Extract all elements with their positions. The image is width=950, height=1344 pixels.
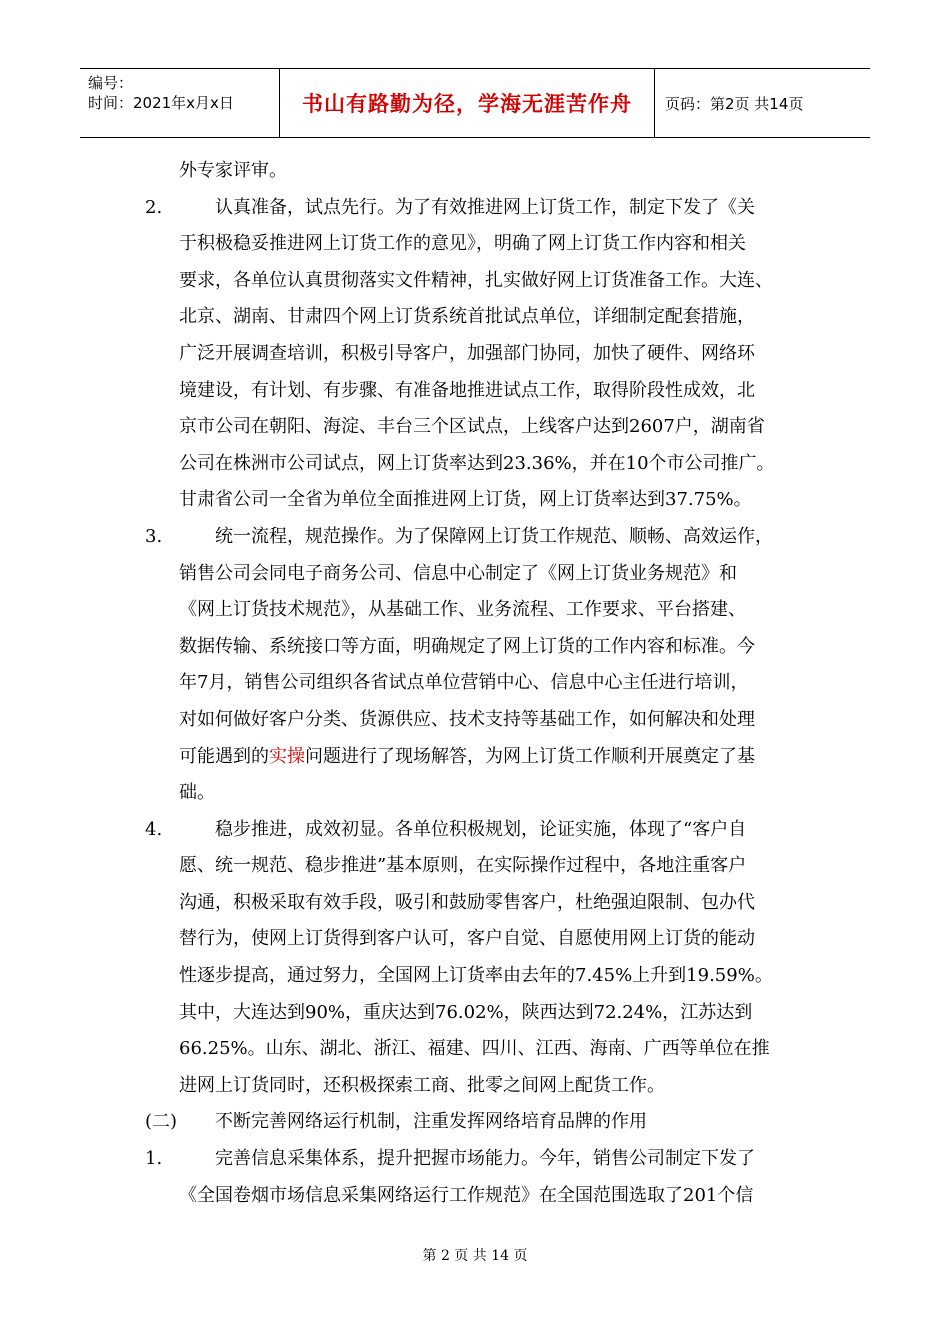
section-title: 不断完善网络运行机制，注重发挥网络培育品牌的作用	[215, 1111, 647, 1133]
page-header	[80, 68, 870, 138]
section-number: (二)	[145, 1111, 178, 1133]
list-number: 1.	[145, 1148, 163, 1170]
list-number: 3.	[145, 525, 163, 547]
text-line: 稳步推进，成效初显。各单位积极规划，论证实施，体现了“客户自	[215, 818, 747, 840]
text-line	[145, 739, 835, 776]
text-line: 础。	[179, 782, 215, 804]
list-item-2	[145, 190, 835, 227]
text-line: 认真准备，试点先行。为了有效推进网上订货工作，制定下发了《关	[215, 196, 755, 218]
text-line: 完善信息采集体系，提升把握市场能力。今年，销售公司制定下发了	[215, 1148, 755, 1170]
header-page-label: 页码：第2页 共14页	[665, 94, 804, 113]
text-fragment: 可能遇到的	[179, 745, 269, 767]
text-line: 对如何做好客户分类、货源供应、技术支持等基础工作，如何解决和处理	[179, 708, 755, 730]
page-footer: 第 2 页 共 14 页	[422, 1248, 528, 1264]
text-line: 66.25%。山东、湖北、浙江、福建、四川、江西、海南、广西等单位在推	[179, 1038, 770, 1060]
date-label: 时间：2021年x月x日	[88, 94, 234, 112]
code-label: 编号：	[88, 74, 134, 92]
header-motto: 书山有路勤为径，学海无涯苦作舟	[280, 69, 655, 137]
text-line: 北京、湖南、甘肃四个网上订货系统首批试点单位，详细制定配套措施，	[179, 306, 755, 328]
text-line: 统一流程，规范操作。为了保障网上订货工作规范、顺畅、高效运作，	[215, 525, 773, 547]
text-line: 要求，各单位认真贯彻落实文件精神，扎实做好网上订货准备工作。大连、	[179, 269, 773, 291]
list-item-1	[145, 1141, 835, 1178]
text-line: 外专家评审。	[179, 160, 287, 181]
text-line: 进网上订货同时，还积极探索工商、批零之间网上配货工作。	[179, 1074, 665, 1096]
section-heading	[145, 1104, 835, 1141]
text-line: 愿、统一规范、稳步推进”基本原则，在实际操作过程中，各地注重客户	[179, 855, 747, 877]
text-line: 销售公司会同电子商务公司、信息中心制定了《网上订货业务规范》和	[179, 562, 737, 584]
text-line: 京市公司在朝阳、海淀、丰台三个区试点，上线客户达到2607户，湖南省	[179, 416, 765, 438]
list-item-3	[145, 519, 835, 556]
highlighted-link[interactable]: 实操	[269, 745, 305, 767]
text-line: 《网上订货技术规范》，从基础工作、业务流程、工作要求、平台搭建、	[179, 599, 746, 621]
text-line: 甘肃省公司一全省为单位全面推进网上订货，网上订货率达到37.75%。	[179, 489, 752, 511]
header-meta	[80, 69, 280, 137]
text-line: 广泛开展调查培训，积极引导客户，加强部门协同，加快了硬件、网络环	[179, 342, 755, 364]
text-line: 性逐步提高，通过努力，全国网上订货率由去年的7.45%上升到19.59%。	[179, 965, 773, 987]
list-item-4	[145, 812, 835, 849]
text-line: 沟通，积极采取有效手段，吸引和鼓励零售客户，杜绝强迫限制、包办代	[179, 891, 755, 913]
list-number: 2.	[145, 196, 163, 218]
text-line: 年7月，销售公司组织各省试点单位营销中心、信息中心主任进行培训，	[179, 672, 749, 694]
list-number: 4.	[145, 818, 163, 840]
text-line: 公司在株洲市公司试点，网上订货率达到23.36%，并在10个市公司推广。	[179, 452, 775, 474]
text-fragment: 问题进行了现场解答，为网上订货工作顺利开展奠定了基	[305, 745, 755, 767]
document-body	[145, 153, 835, 1214]
text-line: 于积极稳妥推进网上订货工作的意见》，明确了网上订货工作内容和相关	[179, 233, 746, 255]
text-line: 《全国卷烟市场信息采集网络运行工作规范》在全国范围选取了201个信	[179, 1184, 754, 1206]
text-line: 替行为，使网上订货得到客户认可，客户自觉、自愿使用网上订货的能动	[179, 928, 755, 950]
text-line: 境建设，有计划、有步骤、有准备地推进试点工作，取得阶段性成效，北	[179, 379, 755, 401]
text-line: 数据传输、系统接口等方面，明确规定了网上订货的工作内容和标准。今	[179, 635, 755, 657]
text-line: 其中，大连达到90%，重庆达到76.02%，陕西达到72.24%，江苏达到	[179, 1001, 753, 1023]
